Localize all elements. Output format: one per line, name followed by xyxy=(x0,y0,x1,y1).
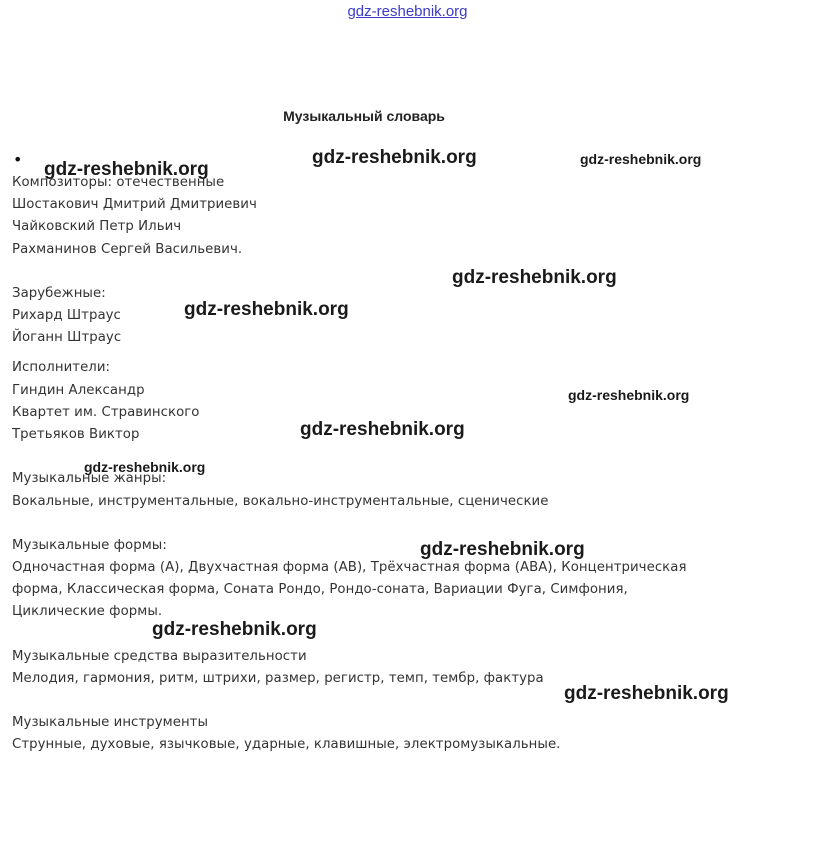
text-line: Шостакович Дмитрий Дмитриевич xyxy=(12,197,257,212)
text-line: Мелодия, гармония, ритм, штрихи, размер, регистр, темп, тембр, фактура xyxy=(12,671,544,686)
text-line-instruments-heading: Музыкальные инструменты xyxy=(12,715,209,730)
text-line: Чайковский Петр Ильич xyxy=(12,219,182,234)
text-line: Вокальные, инструментальные, вокально-инструментальные, сценические xyxy=(12,494,549,509)
bullet-marker: • xyxy=(13,150,23,169)
text-line-means-heading: Музыкальные средства выразительности xyxy=(12,649,307,664)
watermark: gdz-reshebnik.org xyxy=(580,151,702,167)
text-line: Циклические формы. xyxy=(12,604,163,619)
text-line: Йоганн Штраус xyxy=(12,330,122,345)
text-line: Гиндин Александр xyxy=(12,383,145,398)
text-line-composers-domestic: Композиторы: отечественные xyxy=(12,175,225,190)
text-line-genres-heading: Музыкальные жанры: xyxy=(12,471,167,486)
watermark: gdz-reshebnik.org xyxy=(44,159,209,180)
watermark: gdz-reshebnik.org xyxy=(152,619,317,640)
text-line: Квартет им. Стравинского xyxy=(12,405,200,420)
text-line: Третьяков Виктор xyxy=(12,427,140,442)
site-link[interactable]: gdz-reshebnik.org xyxy=(347,3,468,20)
text-line: Рахманинов Сергей Васильевич. xyxy=(12,242,243,257)
text-line-performers-heading: Исполнители: xyxy=(12,360,111,375)
text-line: форма, Классическая форма, Соната Рондо, Рондо-соната, Вариации Фуга, Симфония, xyxy=(12,582,628,597)
watermark: gdz-reshebnik.org xyxy=(300,419,465,440)
watermark: gdz-reshebnik.org xyxy=(420,539,585,560)
watermark: gdz-reshebnik.org xyxy=(452,267,617,288)
watermark: gdz-reshebnik.org xyxy=(84,459,206,475)
watermark: gdz-reshebnik.org xyxy=(312,147,477,168)
document-title: Музыкальный словарь xyxy=(283,108,445,124)
text-line-forms-heading: Музыкальные формы: xyxy=(12,538,167,553)
watermark: gdz-reshebnik.org xyxy=(568,387,690,403)
text-line-foreign-heading: Зарубежные: xyxy=(12,286,106,301)
text-line: Рихард Штраус xyxy=(12,308,121,323)
text-line: Струнные, духовые, язычковые, ударные, клавишные, электромузыкальные. xyxy=(12,737,561,752)
watermark: gdz-reshebnik.org xyxy=(564,683,729,704)
watermark: gdz-reshebnik.org xyxy=(184,299,349,320)
text-line: Одночастная форма (А), Двухчастная форма (АВ), Трёхчастная форма (АВА), Концентрическая xyxy=(12,560,687,575)
